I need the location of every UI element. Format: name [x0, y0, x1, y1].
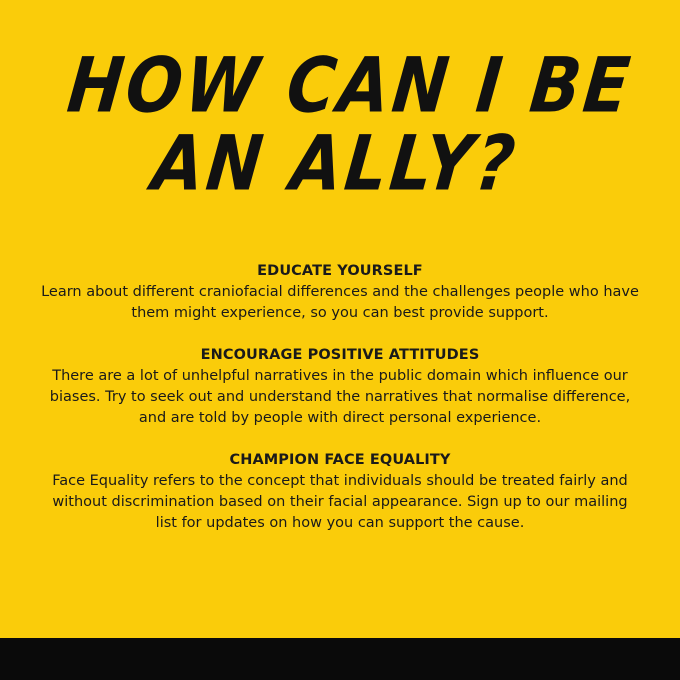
section-educate-yourself — [40, 261, 640, 324]
section-encourage-positive-attitudes — [40, 345, 640, 429]
section-heading: ENCOURAGE POSITIVE ATTITUDES — [200, 347, 480, 363]
content-sections — [40, 261, 640, 555]
footer-bar — [0, 638, 680, 680]
section-body: Face Equality refers to the concept that individuals should be treated fairly and without discrimination based on their facial appearance. Sign up to our mailing list for updates on how you can support the cause. — [52, 473, 628, 531]
page-title — [0, 41, 680, 208]
section-heading: CHAMPION FACE EQUALITY — [229, 452, 451, 468]
section-body: Learn about different craniofacial differences and the challenges people who have them might experience, so you can best provide support. — [41, 284, 639, 321]
title-line-2: AN ALLY? — [148, 119, 522, 208]
section-body: There are a lot of unhelpful narratives in the public domain which influence our biases. Try to seek out and understand the narratives that normalise difference, and are told by people with direct personal experience. — [49, 368, 631, 426]
section-heading: EDUCATE YOURSELF — [257, 263, 423, 279]
title-line-1: HOW CAN I BE — [63, 41, 637, 130]
section-champion-face-equality — [40, 450, 640, 534]
